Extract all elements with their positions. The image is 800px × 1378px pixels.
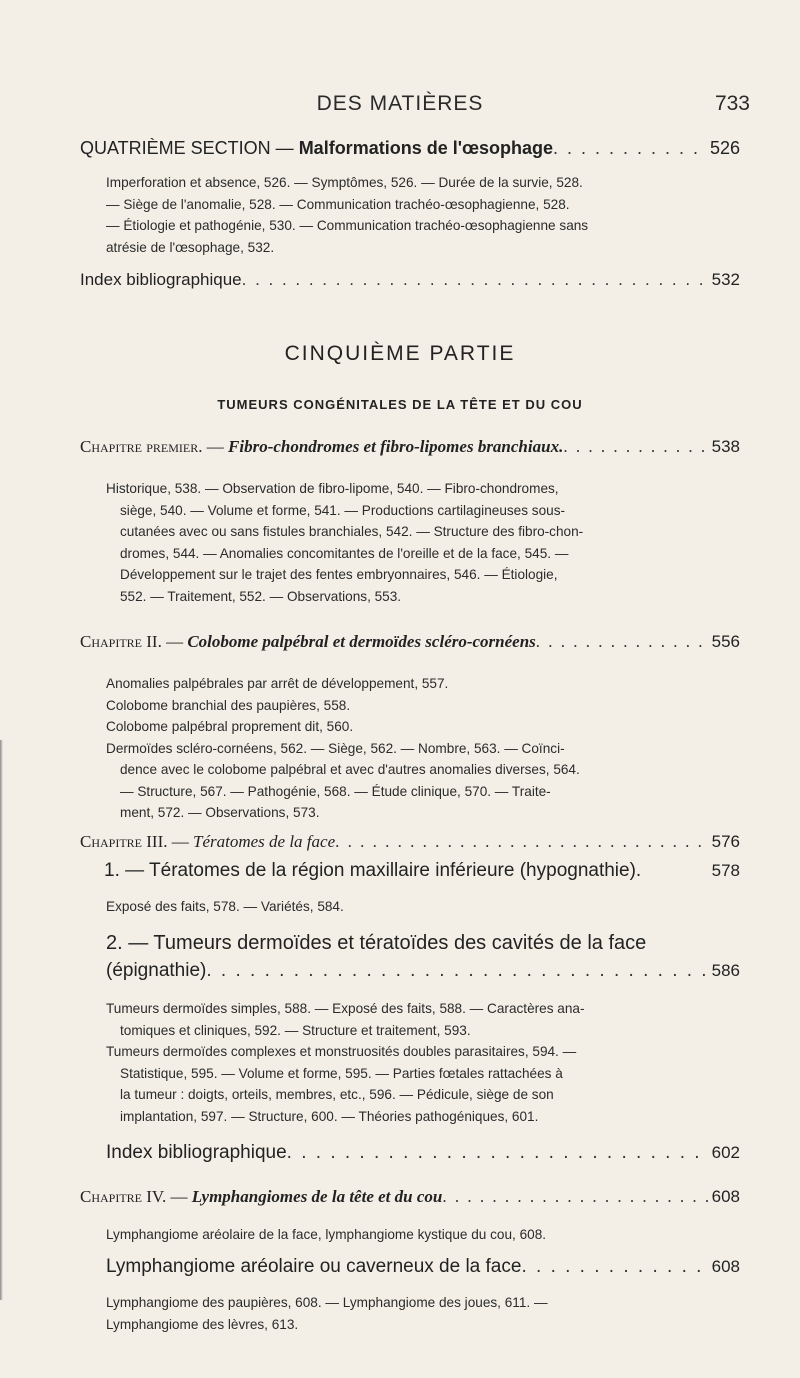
chapter4-page: 608 bbox=[711, 1187, 740, 1206]
chapter3-index bbox=[106, 1142, 740, 1164]
chapter3-title: Tératomes de la face bbox=[193, 832, 336, 851]
index-label: Index bibliographique bbox=[80, 270, 242, 289]
sub-label: Lymphangiome aréolaire ou caverneux de la face bbox=[106, 1256, 522, 1277]
chapter4-sub-heading bbox=[106, 1256, 740, 1278]
chapter4-summary bbox=[106, 1224, 734, 1246]
sub1-label: 1. — Tératomes de la région maxillaire inférieure (hypognathie). bbox=[104, 860, 642, 881]
dot-leader bbox=[536, 632, 708, 652]
chapter2-summary bbox=[106, 673, 734, 824]
chapter2-page: 556 bbox=[711, 632, 740, 651]
part-title: CINQUIÈME PARTIE bbox=[284, 342, 516, 365]
chapter1-heading bbox=[80, 437, 740, 457]
chapter4-title: Lymphangiomes de la tête et du cou bbox=[191, 1187, 443, 1206]
section4-heading bbox=[80, 138, 740, 159]
summary-line: Lymphangiome des paupières, 608. — Lymphangiome des joues, 611. — bbox=[106, 1295, 548, 1310]
sub2-page: 586 bbox=[711, 961, 740, 980]
section4-page: 526 bbox=[709, 138, 740, 158]
dot-leader bbox=[206, 960, 707, 982]
summary-line: Tumeurs dermoïdes complexes et monstruosités doubles parasitaires, 594. — bbox=[106, 1044, 577, 1059]
summary-line: Colobome branchial des paupières, 558. bbox=[106, 697, 351, 713]
summary-line: Colobome palpébral proprement dit, 560. bbox=[106, 719, 354, 734]
index-page: 602 bbox=[711, 1143, 740, 1162]
chapter3-sub1-heading bbox=[104, 860, 740, 882]
index-page: 532 bbox=[711, 270, 740, 289]
chapter2-title: Colobome palpébral et dermoïdes scléro-cornéens bbox=[187, 632, 536, 651]
index-label: Index bibliographique bbox=[106, 1142, 287, 1163]
sub-page: 608 bbox=[711, 1257, 740, 1276]
summary-line: 552. — Traitement, 552. — Observations, 553. bbox=[120, 588, 402, 604]
chapter3-heading bbox=[80, 832, 740, 852]
dot-leader bbox=[242, 270, 708, 290]
summary-line: dence avec le colobome palpébral et avec d'autres anomalies diverses, 564. bbox=[120, 762, 580, 777]
section4-index bbox=[80, 270, 740, 290]
dot-leader bbox=[521, 1256, 707, 1278]
summary-line: Lymphangiome des lèvres, 613. bbox=[106, 1316, 299, 1332]
chapter3-label: Chapitre III. — bbox=[80, 832, 193, 851]
chapter1-page: 538 bbox=[711, 437, 740, 456]
summary-line: Statistique, 595. — Volume et forme, 595. — Parties fœtales rattachées à bbox=[120, 1065, 563, 1081]
summary-line: dromes, 544. — Anomalies concomitantes de l'oreille et de la face, 545. — bbox=[120, 545, 569, 561]
summary-line: la tumeur : doigts, orteils, membres, etc., 596. — Pédicule, siège de son bbox=[120, 1087, 554, 1102]
chapter1-title: Fibro-chondromes et fibro-lipomes branchiaux. bbox=[228, 437, 564, 456]
chapter3-sub2-heading bbox=[106, 960, 740, 982]
chapter1-summary bbox=[106, 478, 734, 607]
summary-line: ment, 572. — Observations, 573. bbox=[120, 805, 320, 820]
page-header bbox=[0, 92, 800, 122]
dot-leader bbox=[563, 437, 707, 457]
chapter1-label: Chapitre premier. — bbox=[80, 437, 229, 456]
chapter4-heading bbox=[80, 1187, 740, 1207]
summary-line: Tumeurs dermoïdes simples, 588. — Exposé des faits, 588. — Caractères ana- bbox=[106, 1001, 585, 1016]
section4-prefix: QUATRIÈME SECTION — bbox=[80, 138, 299, 158]
chapter3-sub1-summary bbox=[106, 896, 734, 918]
summary-line: — Étiologie et pathogénie, 530. — Communication trachéo-œsophagienne sans bbox=[106, 218, 589, 233]
summary-line: Historique, 538. — Observation de fibro-lipome, 540. — Fibro-chondromes, bbox=[106, 481, 559, 496]
summary-line: Dermoïdes scléro-cornéens, 562. — Siège, 562. — Nombre, 563. — Coïnci- bbox=[106, 740, 565, 756]
summary-line: Anomalies palpébrales par arrêt de développement, 557. bbox=[106, 676, 449, 691]
page-number: 733 bbox=[714, 92, 750, 115]
summary-line: implantation, 597. — Structure, 600. — Théories pathogéniques, 601. bbox=[120, 1108, 539, 1124]
dot-leader bbox=[442, 1187, 707, 1207]
section4-title: Malformations de l'œsophage bbox=[298, 138, 553, 158]
summary-line: — Siège de l'anomalie, 528. — Communication trachéo-œsophagienne, 528. bbox=[106, 196, 570, 212]
chapter4-sub-summary bbox=[106, 1292, 734, 1335]
running-title: DES MATIÈRES bbox=[316, 92, 484, 115]
dot-leader bbox=[553, 138, 706, 159]
dot-leader bbox=[287, 1142, 708, 1164]
part-subtitle: TUMEURS CONGÉNITALES DE LA TÊTE ET DU COU bbox=[217, 397, 583, 412]
summary-line: — Structure, 567. — Pathogénie, 568. — Étude clinique, 570. — Traite- bbox=[120, 783, 551, 799]
chapter3-sub2-line1: 2. — Tumeurs dermoïdes et tératoïdes des cavités de la face bbox=[106, 932, 647, 954]
chapter3-sub2-summary bbox=[106, 998, 734, 1127]
chapter3-page: 576 bbox=[711, 832, 740, 851]
summary-line: siège, 540. — Volume et forme, 541. — Productions cartilagineuses sous- bbox=[120, 502, 566, 518]
summary-line: atrésie de l'œsophage, 532. bbox=[106, 239, 275, 255]
summary-line: Exposé des faits, 578. — Variétés, 584. bbox=[106, 899, 344, 914]
page-edge-shadow bbox=[0, 740, 3, 1300]
summary-line: Développement sur le trajet des fentes embryonnaires, 546. — Étiologie, bbox=[120, 567, 558, 582]
section4-summary bbox=[106, 172, 734, 258]
sub2-label: (épignathie) bbox=[106, 960, 207, 981]
chapter2-label: Chapitre II. — bbox=[80, 632, 188, 651]
sub1-page: 578 bbox=[711, 861, 740, 880]
chapter4-label: Chapitre IV. — bbox=[80, 1187, 192, 1206]
summary-line: Lymphangiome aréolaire de la face, lymphangiome kystique du cou, 608. bbox=[106, 1227, 547, 1242]
summary-line: Imperforation et absence, 526. — Symptômes, 526. — Durée de la survie, 528. bbox=[106, 175, 583, 190]
chapter2-heading bbox=[80, 632, 740, 652]
summary-line: tomiques et cliniques, 592. — Structure et traitement, 593. bbox=[120, 1022, 471, 1038]
dot-leader bbox=[335, 832, 708, 852]
summary-line: cutanées avec ou sans fistules branchiales, 542. — Structure des fibro-chon- bbox=[120, 524, 584, 539]
